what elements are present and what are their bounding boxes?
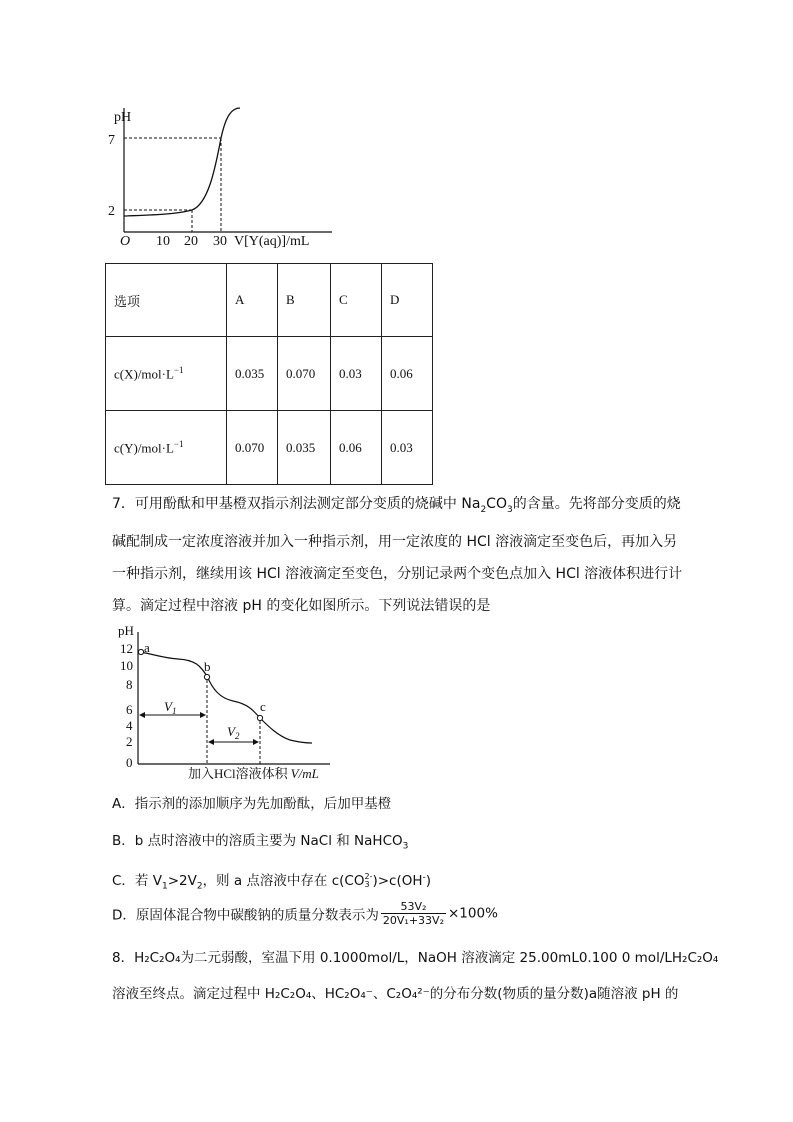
table-cell: 0.070 <box>227 411 278 485</box>
v1-label: $V_1$ <box>164 699 177 716</box>
y-tick-6: 6 <box>126 702 133 717</box>
table-cell: $c(X)/mol\cdot L^{-1}$ <box>106 337 227 411</box>
x-tick-20: 20 <box>184 234 198 249</box>
v2-arrowhead-left <box>208 739 214 745</box>
y-tick-0: 0 <box>126 755 133 770</box>
q7-line-1: 7．可用酚酞和甲基橙双指示剂法测定部分变质的烧碱中 $Na_2CO_3$的含量。先将部分变质的烧 <box>112 496 681 515</box>
y-tick-7: 7 <box>108 133 115 148</box>
x-tick-10: 10 <box>156 234 170 249</box>
v2-label: $V_2$ <box>227 724 240 741</box>
point-b-label: b <box>204 659 211 674</box>
y-axis-label: pH <box>114 110 132 125</box>
point-c <box>257 715 262 720</box>
titration-chart-1 <box>100 100 340 250</box>
q7-line-2: 碱配制成一定浓度溶液并加入一种指示剂，用一定浓度的 HCl 溶液滴定至变色后，再加入另 <box>112 534 678 550</box>
y-axis-label: pH <box>118 623 134 638</box>
table-row <box>106 411 433 485</box>
ph-curve <box>140 652 312 743</box>
table-cell: B <box>278 264 331 337</box>
table-cell: A <box>227 264 278 337</box>
table-cell: 0.06 <box>382 337 433 411</box>
v2-arrowhead-right <box>253 739 259 745</box>
x-axis-label: V[Y(aq)]/mL <box>234 234 310 249</box>
point-a-label: a <box>144 640 150 655</box>
q7-line-3: 一种指示剂，继续用该 HCl 溶液滴定至变色，分别记录两个变色点加入 HCl 溶液体积进行计 <box>112 566 683 582</box>
table-cell: 0.03 <box>382 411 433 485</box>
table-cell: 选项 <box>106 264 227 337</box>
y-tick-12: 12 <box>120 641 133 656</box>
point-b <box>204 674 209 679</box>
origin-label: O <box>120 234 131 249</box>
table-cell: D <box>382 264 433 337</box>
titration-chart-2 <box>108 618 358 783</box>
q8-line-2: 溶液至终点。滴定过程中 H₂C₂O₄、HC₂O₄⁻、C₂O₄²⁻的分布分数(物质的量分数)a随溶液 pH 的 <box>112 986 679 1002</box>
y-tick-4: 4 <box>126 718 133 733</box>
table-cell: 0.070 <box>278 337 331 411</box>
y-tick-8: 8 <box>126 677 133 692</box>
option-a: A．指示剂的添加顺序为先加酚酞，后加甲基橙 <box>112 796 392 812</box>
ph-curve <box>124 108 240 216</box>
table-cell: 0.035 <box>227 337 278 411</box>
v1-arrowhead-left <box>139 712 145 718</box>
q8-line-1: 8．H₂C₂O₄为二元弱酸，室温下用 0.1000mol/L，NaOH 溶液滴定 25.00mL0.100 0 mol/LH₂C₂O₄ <box>112 950 719 966</box>
table-row <box>106 337 433 411</box>
option-c: C．若 $V_1>2V_2$，则 a 点溶液中存在 c(CO 2- 3 )>c(OH-) <box>112 872 432 892</box>
table-cell: 0.03 <box>331 337 382 411</box>
table-row <box>106 264 433 337</box>
y-tick-2: 2 <box>126 734 133 749</box>
table-cell: 0.035 <box>278 411 331 485</box>
table-cell: $c(Y)/mol\cdot L^{-1}$ <box>106 411 227 485</box>
option-b: B．b 点时溶液中的溶质主要为 NaCl 和 NaHCO$_3$ <box>112 833 409 852</box>
options-table <box>105 263 433 485</box>
table-cell: C <box>331 264 382 337</box>
point-a <box>138 649 143 654</box>
fraction: $\frac{\text{53V₂}}{\text{20V₁+33V₂}}$ <box>382 900 444 927</box>
point-c-label: c <box>260 699 266 714</box>
q7-line-4: 算。滴定过程中溶液 pH 的变化如图所示。下列说法错误的是 <box>112 598 491 614</box>
table-cell: 0.06 <box>331 411 382 485</box>
y-tick-2: 2 <box>108 204 115 219</box>
x-axis-label: 加入HCl溶液体积 V/mL <box>188 766 319 781</box>
v1-arrowhead-right <box>200 712 206 718</box>
x-tick-30: 30 <box>213 234 227 249</box>
y-tick-10: 10 <box>120 658 133 673</box>
option-d: D．原固体混合物中碳酸钠的质量分数表示为 $\frac{\text{53V₂}}{\text{20V₁+33V₂}}$ ×100% <box>112 900 498 927</box>
